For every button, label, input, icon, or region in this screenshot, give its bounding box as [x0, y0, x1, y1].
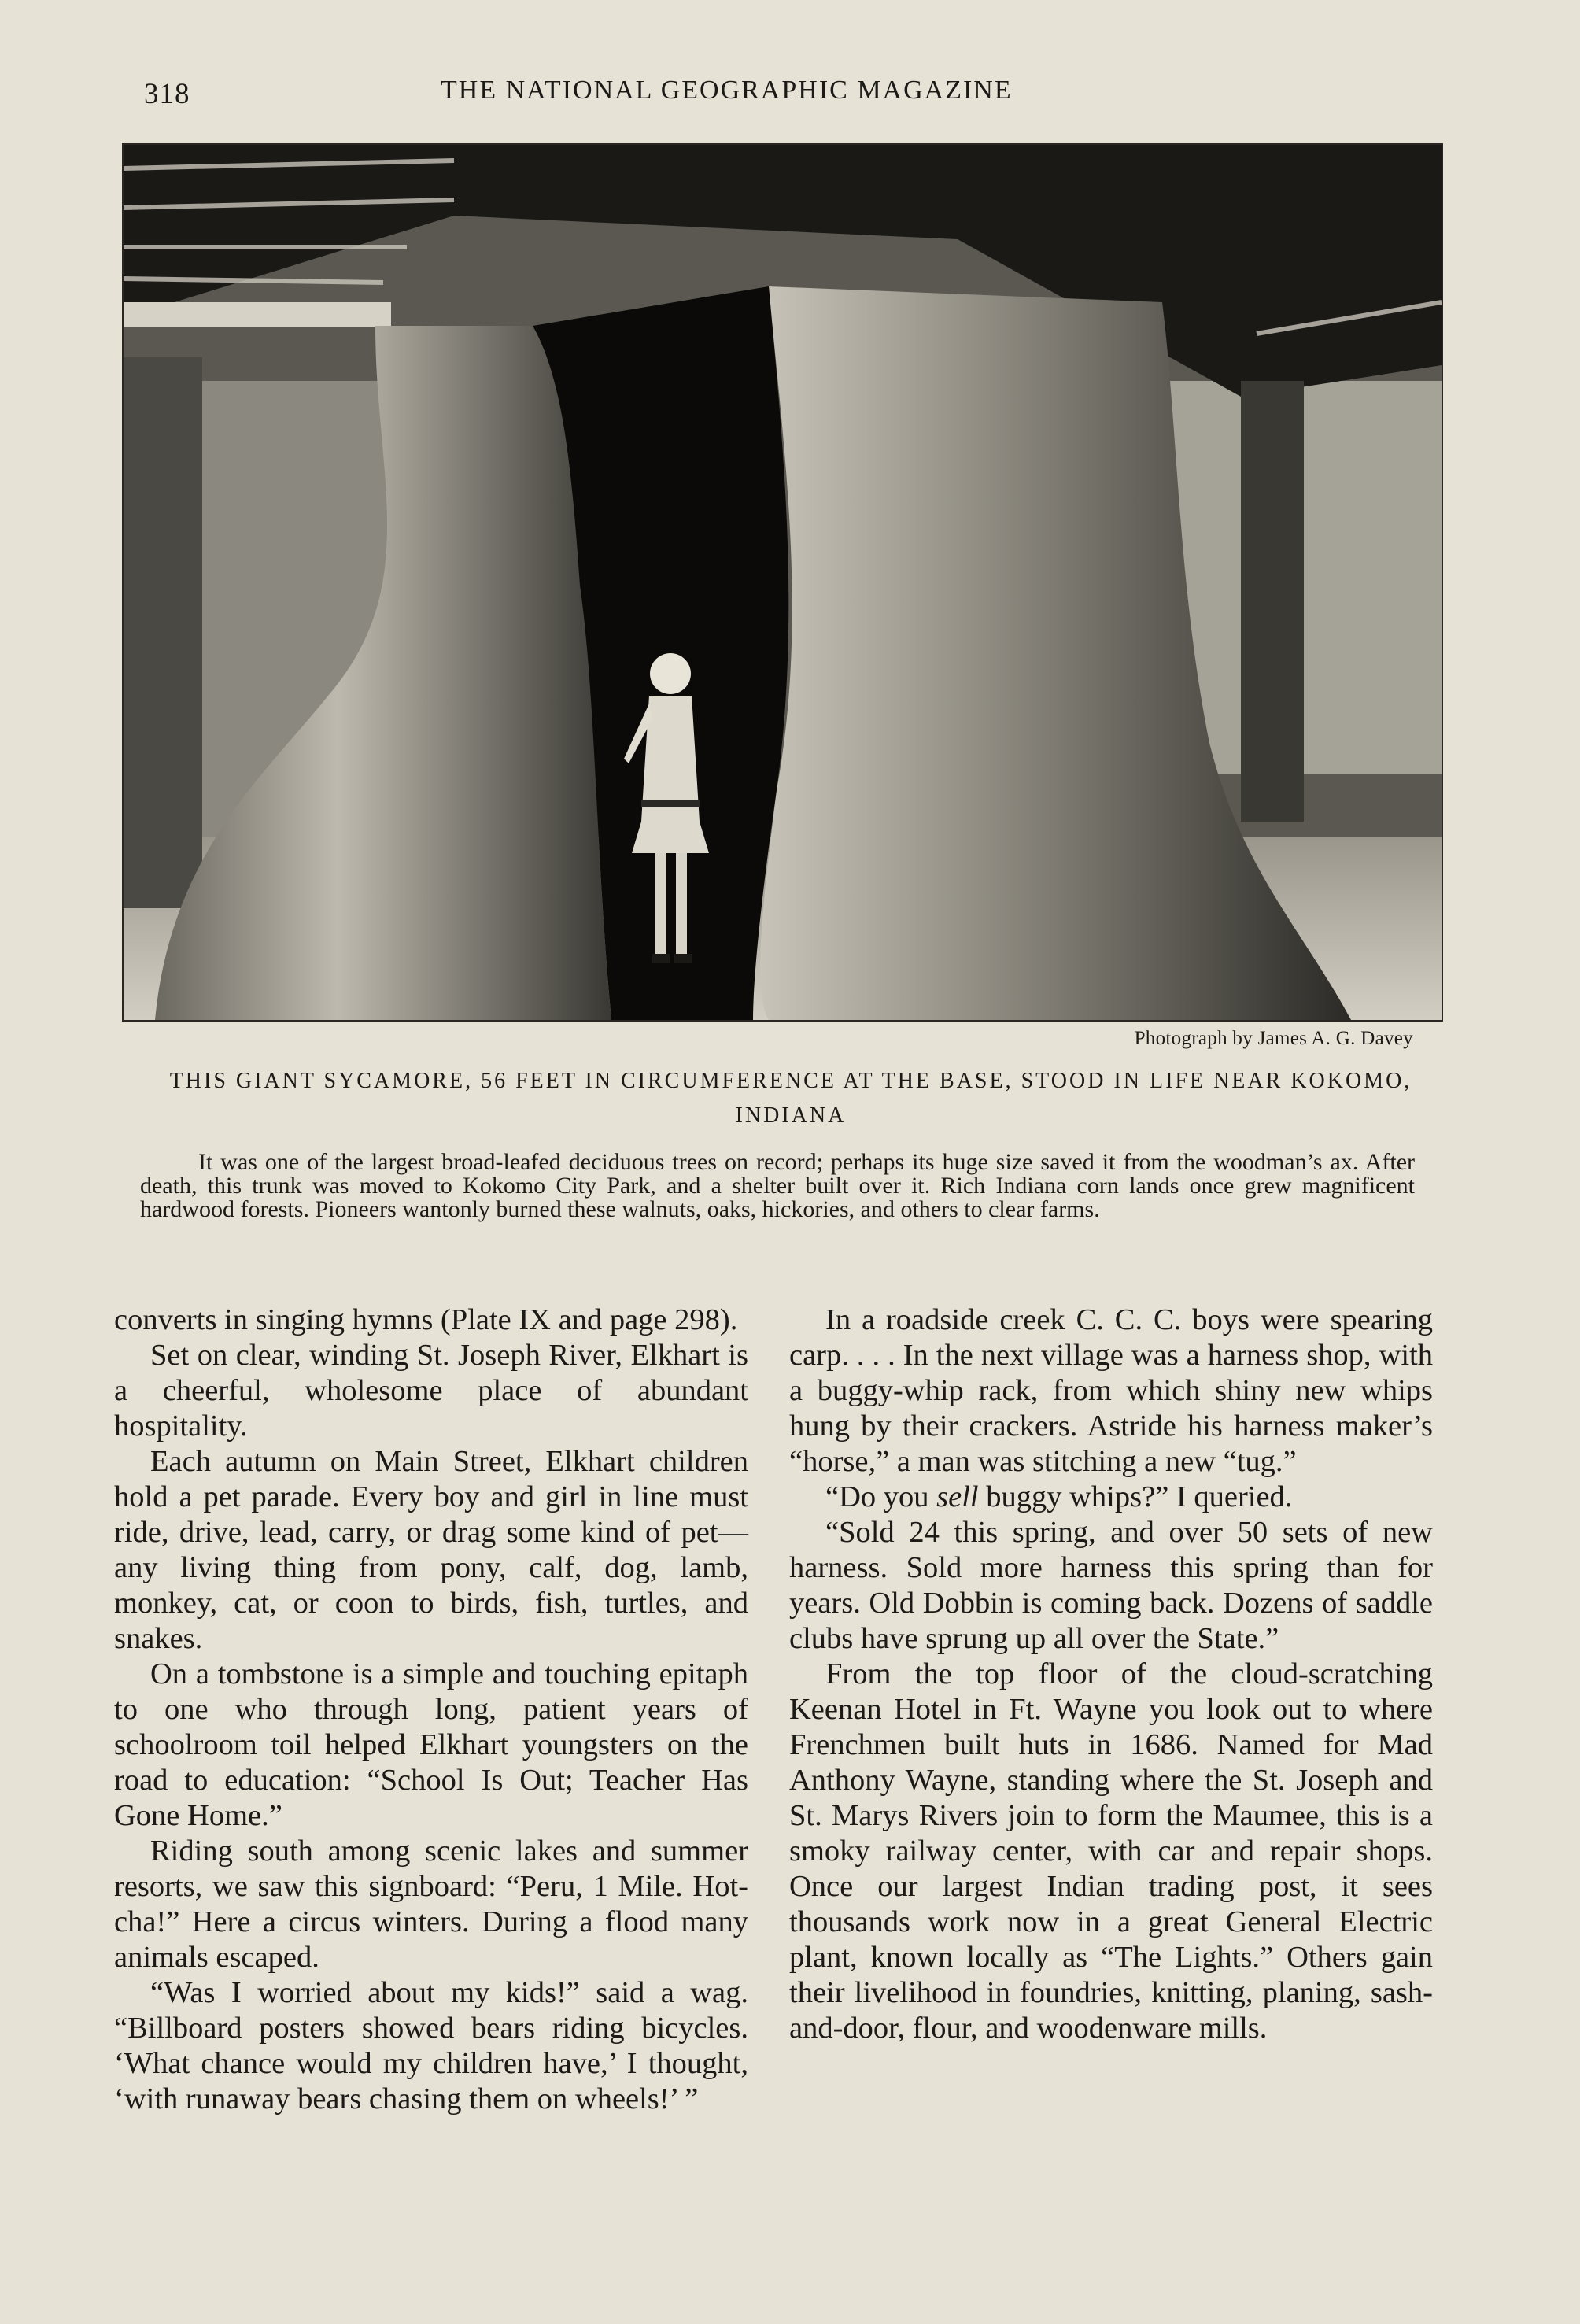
- sycamore-photo-illustration: [124, 145, 1442, 1020]
- body-paragraph: On a tombstone is a simple and touching epitaph to one who through long, patient years of schoolroom toil helped Elkhart youngsters on the road to education: “School Is Out; Teacher Has Gone Home.”: [114, 1657, 748, 1832]
- text-run: “Do you: [825, 1480, 937, 1513]
- right-column: [789, 1302, 1433, 2046]
- body-paragraph: converts in singing hymns (Plate IX and page 298).: [114, 1303, 738, 1336]
- photo-credit: Photograph by James A. G. Davey: [1134, 1028, 1413, 1049]
- caption-title: THIS GIANT SYCAMORE, 56 FEET IN CIRCUMFERENCE AT THE BASE, STOOD IN LIFE NEAR KOKOMO, INDIANA: [169, 1069, 1412, 1128]
- body-paragraph: Set on clear, winding St. Joseph River, Elkhart is a cheerful, wholesome place of abundant hospitality.: [114, 1339, 748, 1443]
- caption-body: It was one of the largest broad-leafed deciduous trees on record; perhaps its huge size saved it from the woodman’s ax. After death, this trunk was moved to Kokomo City Park, and a shelter built over it. Rich Indiana corn lands once grew magnificent hardwood forests. Pioneers wantonly burned these walnuts, oaks, hickories, and others to clear farms.: [140, 1149, 1415, 1222]
- running-title: THE NATIONAL GEOGRAPHIC MAGAZINE: [441, 76, 1013, 105]
- page-number: 318: [144, 78, 190, 110]
- text-run: buggy whips?” I queried.: [978, 1480, 1293, 1513]
- body-paragraph: [789, 1480, 1433, 1515]
- photograph: [122, 143, 1443, 1022]
- body-paragraph: In a roadside creek C. C. C. boys were spearing carp. . . . In the next village was a harness shop, with a buggy-whip rack, from which shiny new whips hung by their crackers. Astride his harness maker’s “horse,” a man was stitching a new “tug.”: [789, 1303, 1433, 1478]
- body-paragraph: From the top floor of the cloud-scratching Keenan Hotel in Ft. Wayne you look out to where Frenchmen built huts in 1686. Named for Mad Anthony Wayne, standing where the St. Joseph and St. Marys Rivers join to form the Maumee, this is a smoky railway center, with car and repair shops. Once our largest Indian trading post, it sees thousands work now in a great General Electric plant, known locally as “The Lights.” Others gain their livelihood in foundries, knitting, planing, sash-and-door, flour, and woodenware mills.: [789, 1657, 1433, 2045]
- body-paragraph: Each autumn on Main Street, Elkhart children hold a pet parade. Every boy and girl in line must ride, drive, lead, carry, or drag some kind of pet—any living thing from pony, calf, dog, lamb, monkey, cat, or coon to birds, fish, turtles, and snakes.: [114, 1445, 748, 1655]
- emphasis: sell: [936, 1480, 979, 1513]
- body-paragraph: “Was I worried about my kids!” said a wag. “Billboard posters showed bears riding bicycles. ‘What chance would my children have,’ I thought, ‘with runaway bears chasing them on wheels!’ ”: [114, 1976, 748, 2115]
- body-paragraph: “Sold 24 this spring, and over 50 sets of new harness. Sold more harness this spring than for years. Old Dobbin is coming back. Dozens of saddle clubs have sprung up all over the State.”: [789, 1516, 1433, 1655]
- body-paragraph: Riding south among scenic lakes and summer resorts, we saw this signboard: “Peru, 1 Mile. Hot-cha!” Here a circus winters. During a flood many animals escaped.: [114, 1834, 748, 1974]
- left-column: [114, 1302, 748, 2117]
